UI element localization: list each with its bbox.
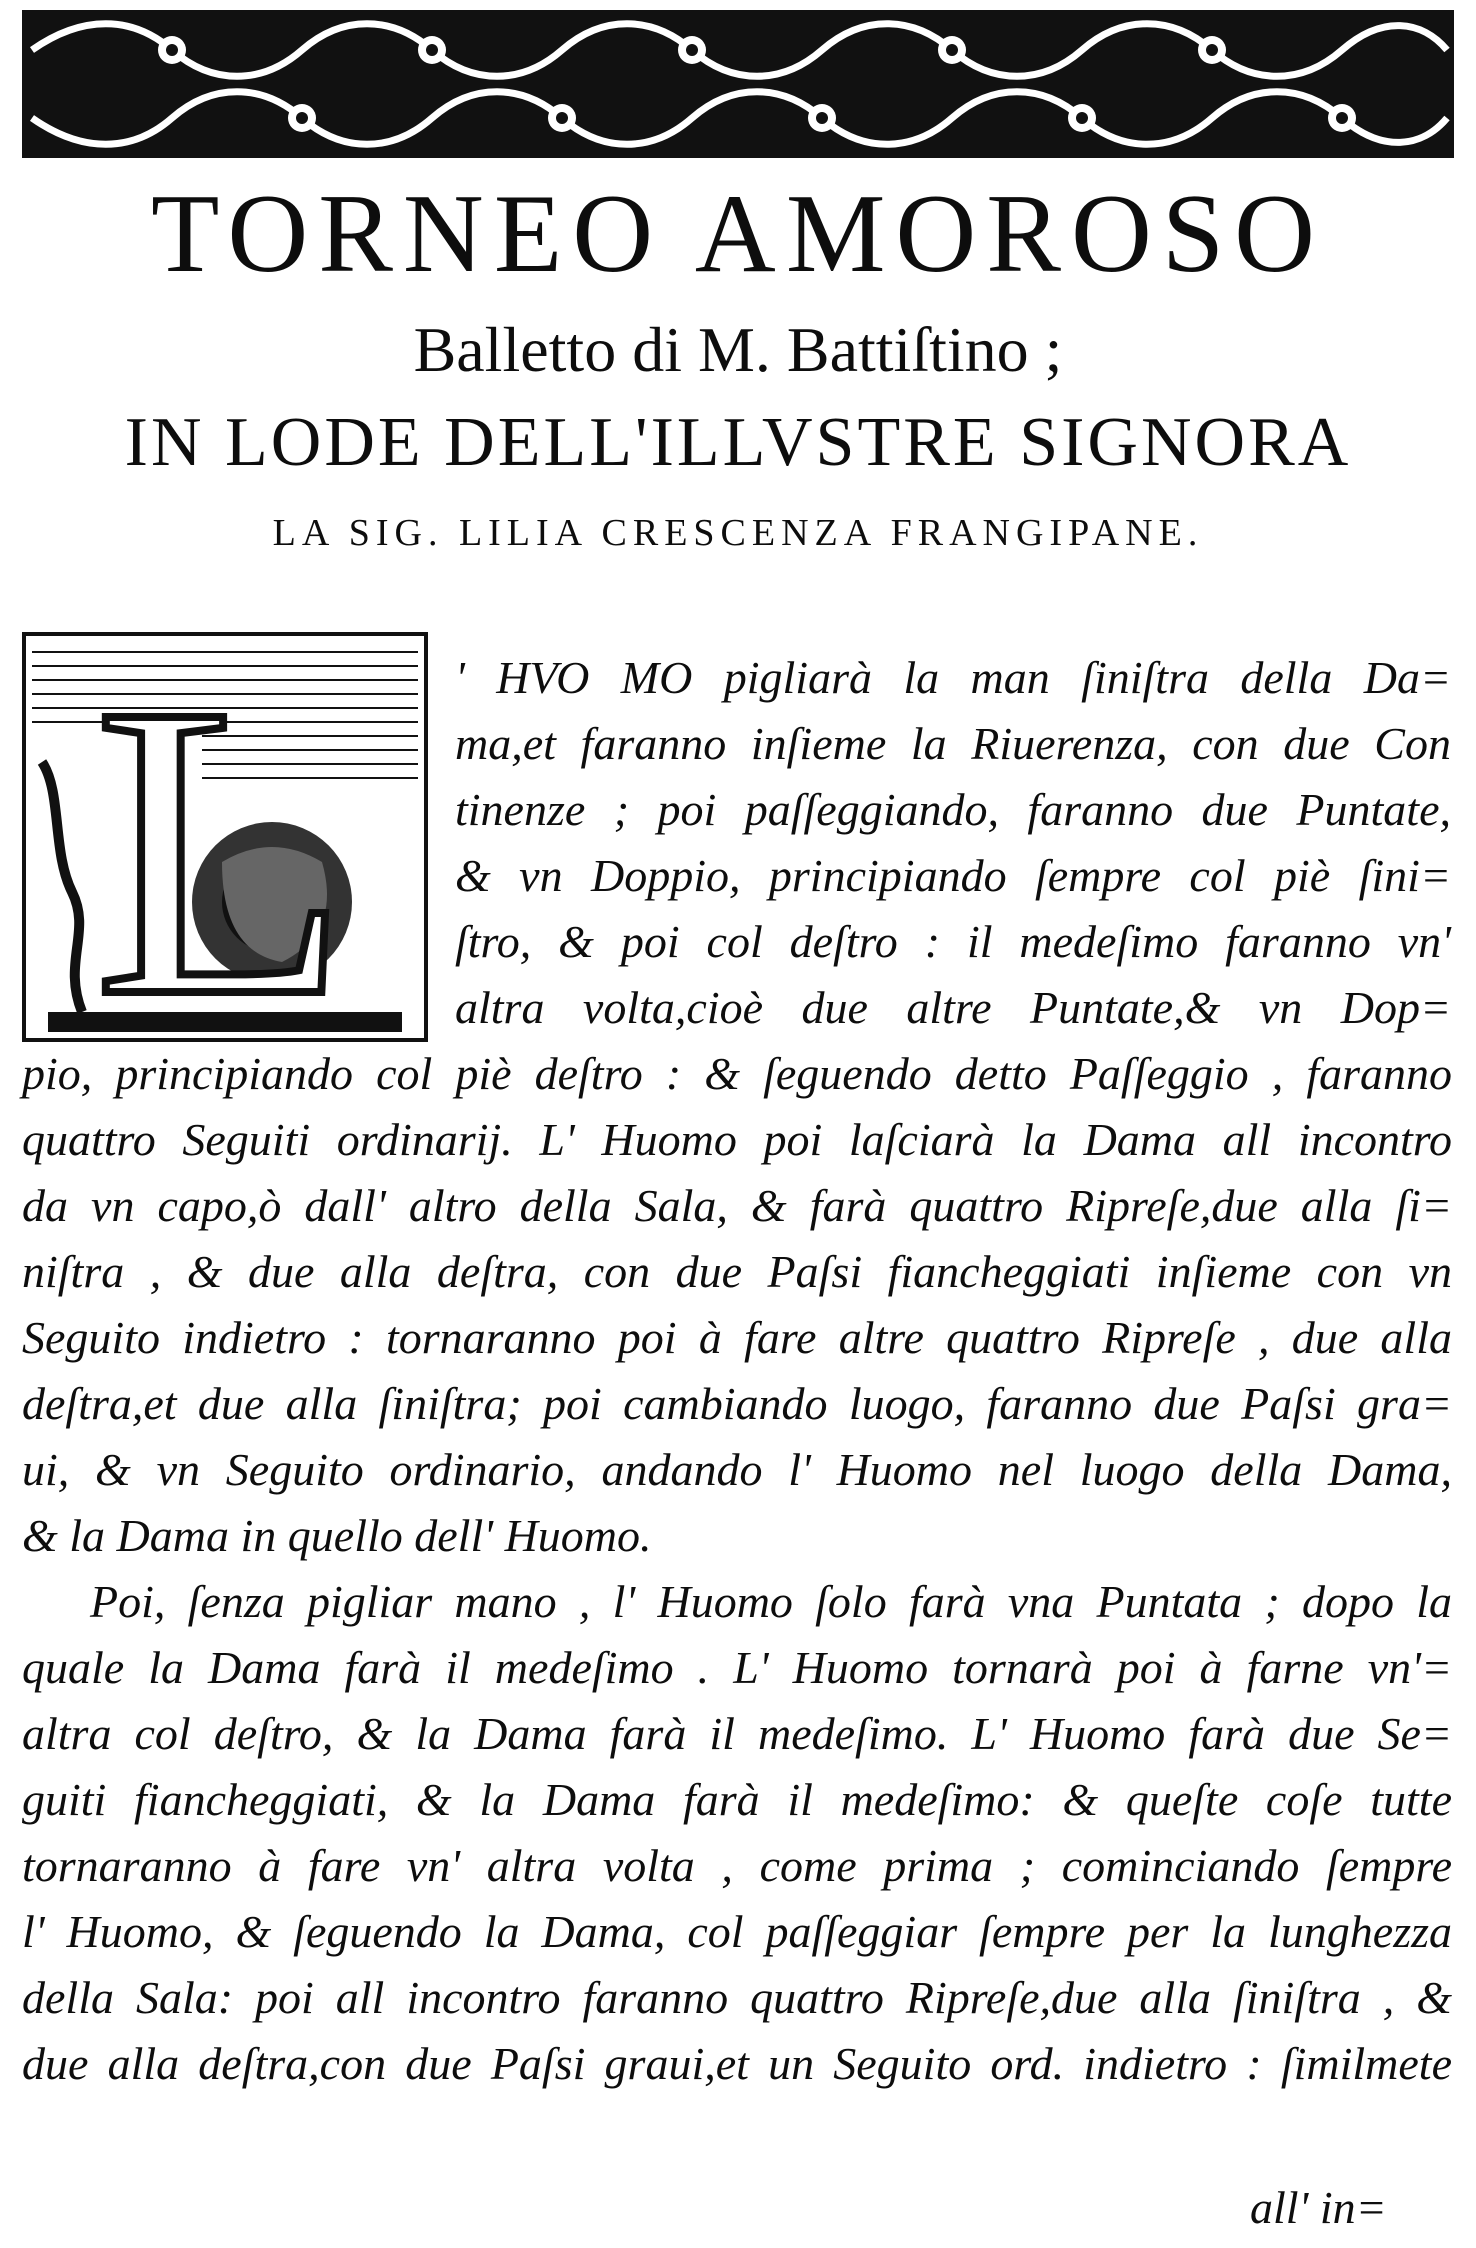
text-line: quattro Seguiti ordinarij. L' Huomo poi laſciarà la Dama all incontro: [22, 1114, 1452, 1165]
page-title: TORNEO AMOROSO: [150, 172, 1326, 296]
text-line: da vn capo,ò dall' altro della Sala, & farà quattro Ripreſe,due alla ſi=: [22, 1180, 1452, 1231]
decorated-initial: [22, 632, 428, 1042]
text-line: altra col deſtro, & la Dama farà il medeſimo. L' Huomo farà due Se=: [22, 1708, 1452, 1759]
text-line: & vn Doppio, principiando ſempre col piè ſini=: [455, 850, 1451, 901]
text-line: ' HVO MO pigliarà la man ſiniſtra della Da=: [455, 652, 1451, 703]
text-line: tinenze ; poi paſſeggiando, faranno due Puntate,: [455, 784, 1451, 835]
initial-letter: L: [93, 632, 351, 1042]
text-line: Poi, ſenza pigliar mano , l' Huomo ſolo farà vna Puntata ; dopo la: [90, 1576, 1452, 1627]
text-line: ſtro, & poi col deſtro : il medeſimo faranno vn': [455, 916, 1451, 967]
text-line: niſtra , & due alla deſtra, con due Paſsi fiancheggiati inſieme con vn: [22, 1246, 1452, 1297]
dedicatee-name: LA SIG. LILIA CRESCENZA FRANGIPANE.: [272, 512, 1204, 554]
text-line: l' Huomo, & ſeguendo la Dama, col paſſeggiar ſempre per la lunghezza: [22, 1906, 1452, 1957]
text-line: della Sala: poi all incontro faranno quattro Ripreſe,due alla ſiniſtra , &: [22, 1972, 1452, 2023]
page-subtitle: Balletto di M. Battiſtino ;: [413, 314, 1063, 385]
text-line: tornaranno à fare vn' altra volta , come prima ; cominciando ſempre: [22, 1840, 1452, 1891]
dedication-heading: IN LODE DELL'ILLVSTRE SIGNORA: [124, 404, 1352, 481]
text-line: guiti fiancheggiati, & la Dama farà il medeſimo: & queſte coſe tutte: [22, 1774, 1452, 1825]
text-line: due alla deſtra,con due Paſsi graui,et un Seguito ord. indietro : ſimilmete: [22, 2038, 1452, 2089]
text-line: & la Dama in quello dell' Huomo.: [22, 1510, 652, 1561]
text-line: deſtra,et due alla ſiniſtra; poi cambiando luogo, faranno due Paſsi gra=: [22, 1378, 1452, 1429]
text-line: altra volta,cioè due altre Puntate,& vn Dop=: [455, 982, 1451, 1033]
catchword: all' in=: [1250, 2182, 1387, 2233]
ornamental-header-band: [22, 10, 1454, 158]
text-line: Seguito indietro : tornaranno poi à fare altre quattro Ripreſe , due alla: [22, 1312, 1452, 1363]
text-line: ma,et faranno inſieme la Riuerenza, con due Con: [455, 718, 1451, 769]
text-line: quale la Dama farà il medeſimo . L' Huomo tornarà poi à farne vn'=: [22, 1642, 1452, 1693]
text-line: ui, & vn Seguito ordinario, andando l' Huomo nel luogo della Dama,: [22, 1444, 1452, 1495]
text-line: pio, principiando col piè deſtro : & ſeguendo detto Paſſeggio , faranno: [22, 1048, 1452, 1099]
